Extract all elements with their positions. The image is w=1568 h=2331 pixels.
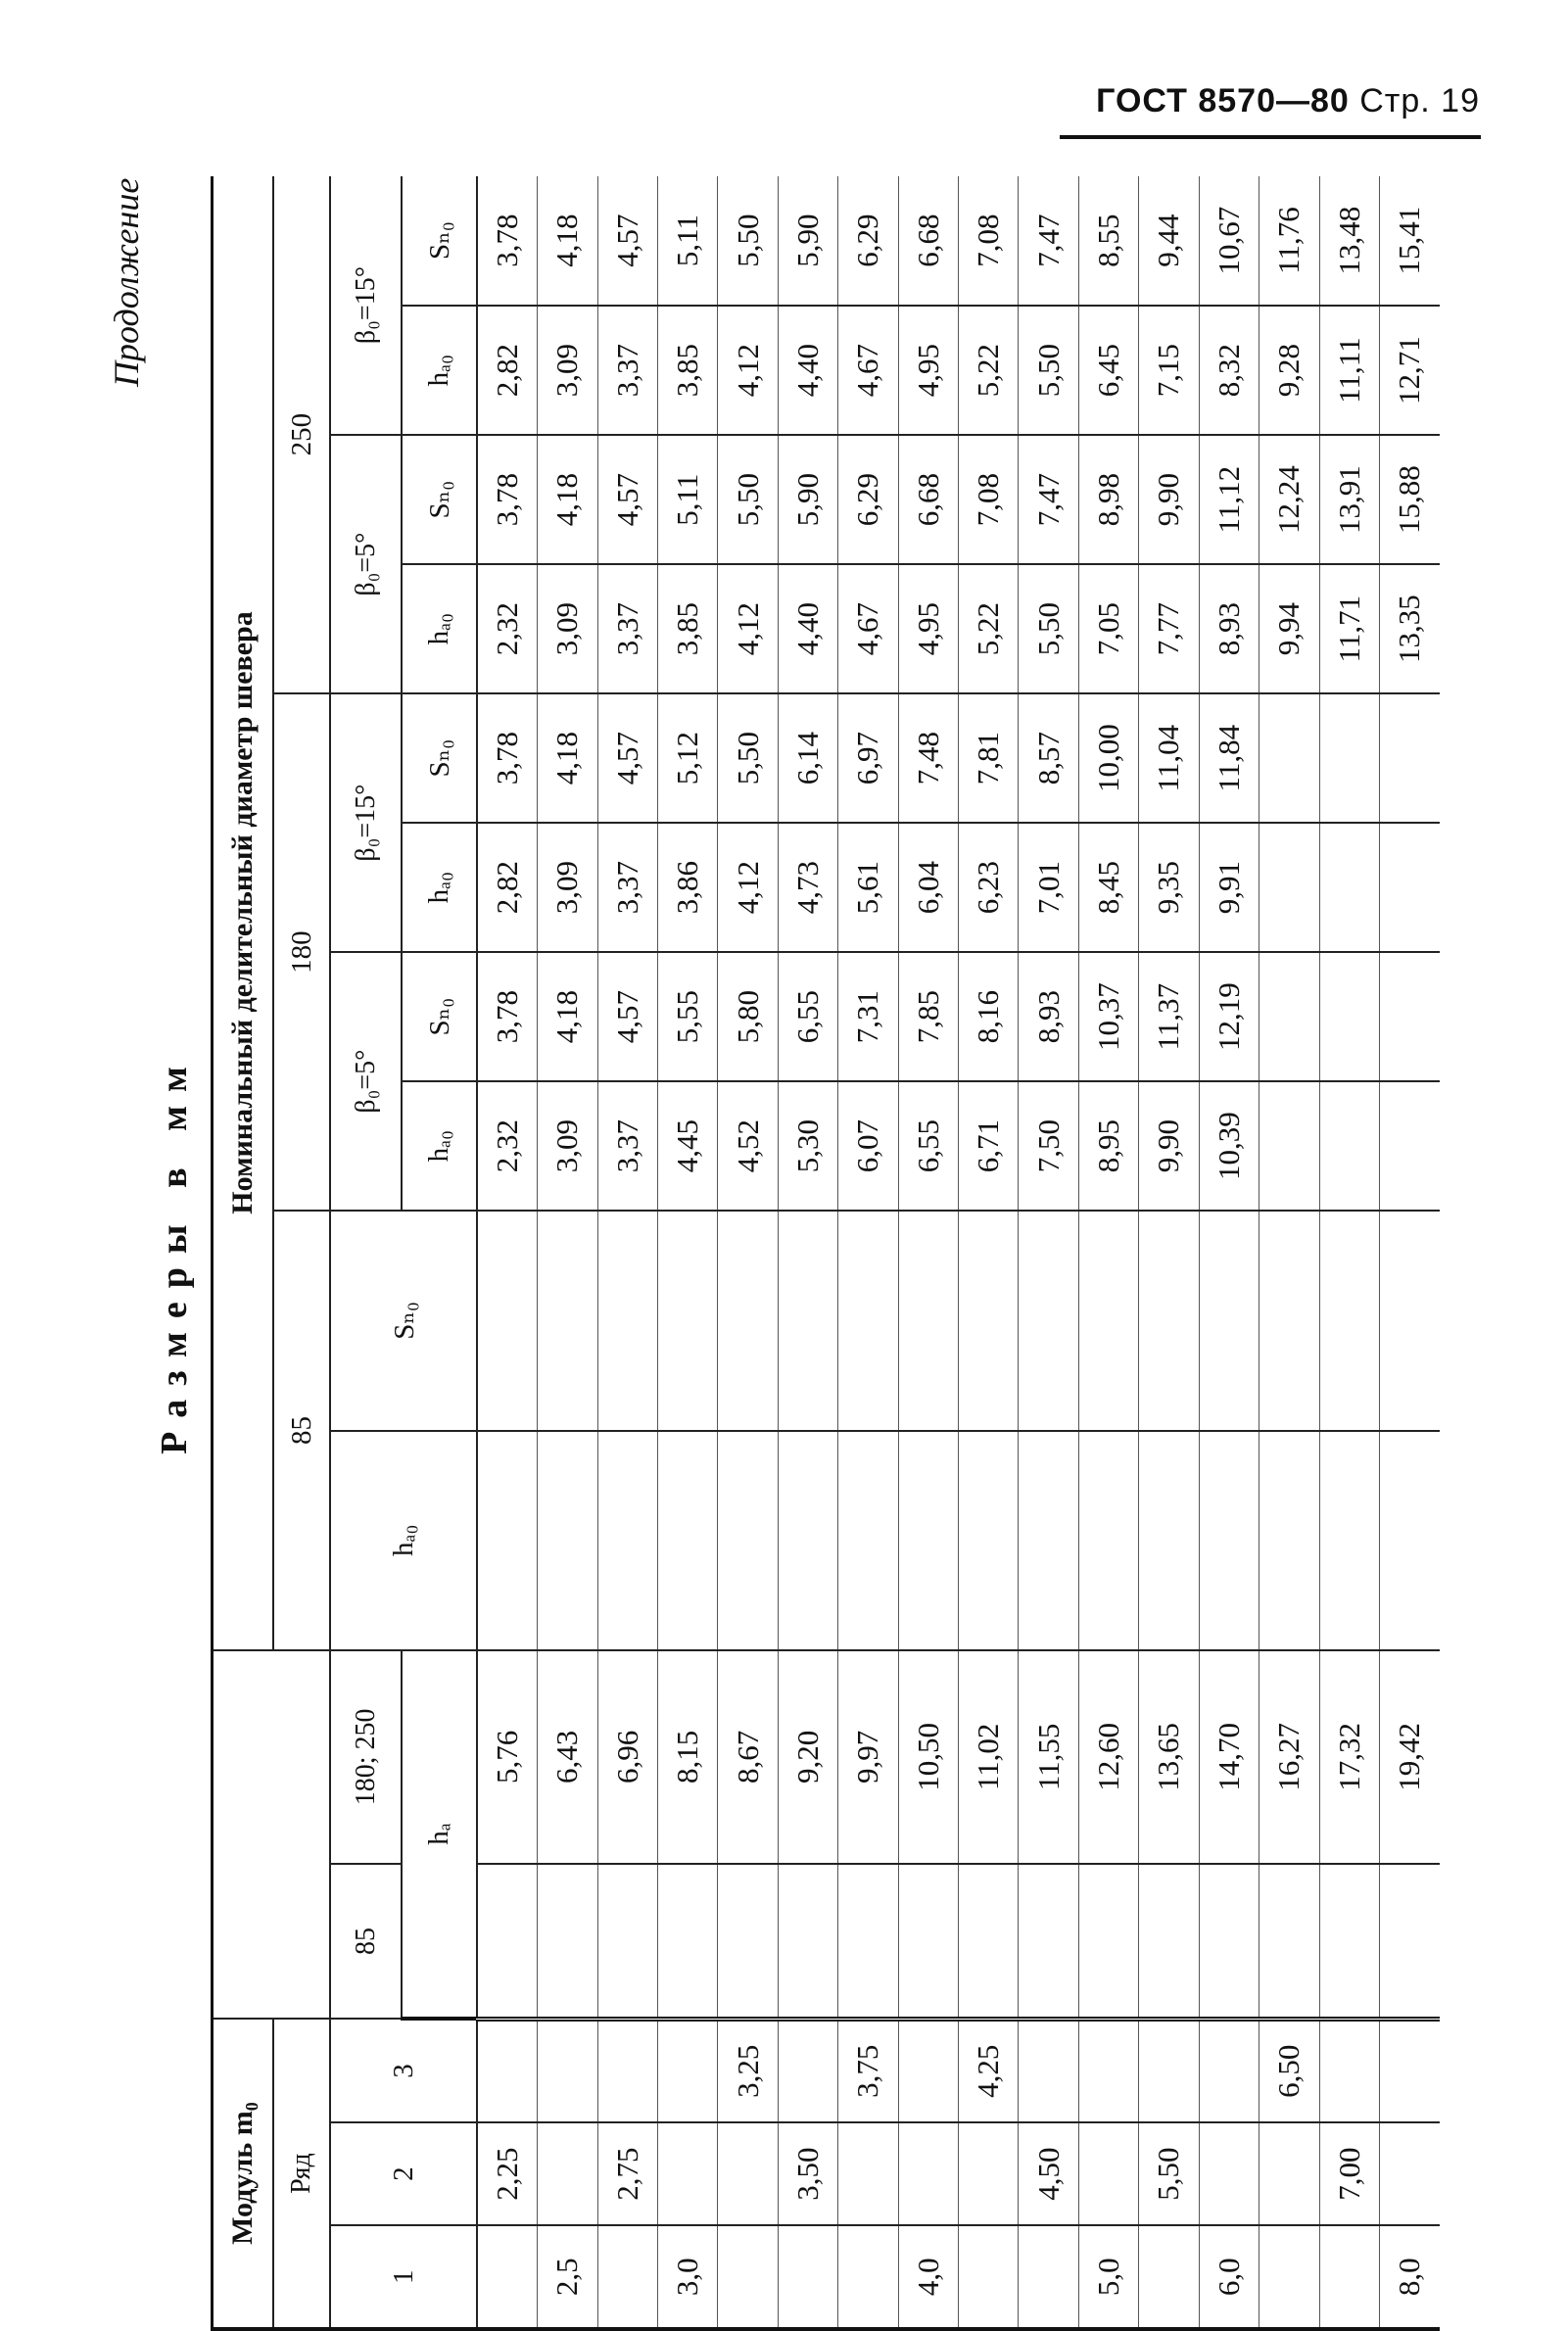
table-cell: 5,90 xyxy=(778,176,837,306)
table-cell xyxy=(1319,1431,1379,1650)
table-cell: 7,77 xyxy=(1139,564,1199,693)
table-cell xyxy=(838,1211,898,1430)
table-cell: 4,67 xyxy=(838,564,898,693)
ha-diam-85-header: 85 xyxy=(330,1864,401,2019)
table-cell: 4,12 xyxy=(718,564,778,693)
table-row xyxy=(1139,176,1199,2329)
table-cell: 17,32 xyxy=(1319,1650,1379,1864)
table-cell: 11,71 xyxy=(1319,564,1379,693)
table-cell: 3,0 xyxy=(658,2225,718,2329)
table-cell: 2,32 xyxy=(477,564,537,693)
sn0-header: Sₙ₀ xyxy=(402,693,478,823)
table-cell xyxy=(1078,2019,1138,2122)
table-cell: 5,30 xyxy=(778,1081,837,1211)
table-cell: 3,37 xyxy=(597,306,657,435)
diameter-85-header: 85 xyxy=(273,1211,330,1650)
table-cell: 7,31 xyxy=(838,952,898,1081)
header-rule xyxy=(1060,135,1481,139)
table-cell xyxy=(1379,823,1440,952)
sn0-header: Sₙ₀ xyxy=(402,952,478,1081)
table-cell: 6,07 xyxy=(838,1081,898,1211)
table-cell: 7,08 xyxy=(959,435,1019,564)
table-cell: 10,39 xyxy=(1199,1081,1259,1211)
row-3-header: 3 xyxy=(330,2019,477,2122)
table-cell: 11,76 xyxy=(1259,176,1319,306)
table-cell: 11,37 xyxy=(1139,952,1199,1081)
table-cell: 4,95 xyxy=(898,564,958,693)
table-cell xyxy=(1199,2019,1259,2122)
table-cell xyxy=(838,2225,898,2329)
table-cell: 4,18 xyxy=(538,952,597,1081)
table-row xyxy=(778,176,837,2329)
table-row xyxy=(959,176,1019,2329)
table-body xyxy=(213,176,1441,2329)
table-cell: 4,57 xyxy=(597,693,657,823)
table-cell xyxy=(778,1864,837,2019)
table-cell: 6,45 xyxy=(1078,306,1138,435)
beta5-250-header: β₀=5° xyxy=(330,435,401,693)
table-cell: 11,55 xyxy=(1019,1650,1078,1864)
table-cell xyxy=(1259,2225,1319,2329)
table-cell xyxy=(597,1431,657,1650)
diameter-250-header: 250 xyxy=(273,176,330,693)
table-cell xyxy=(1078,2122,1138,2226)
table-cell: 5,50 xyxy=(718,176,778,306)
table-cell xyxy=(1379,1431,1440,1650)
table-cell: 13,35 xyxy=(1379,564,1440,693)
table-cell: 9,90 xyxy=(1139,1081,1199,1211)
table-cell xyxy=(1259,952,1319,1081)
table-cell: 10,00 xyxy=(1078,693,1138,823)
table-cell: 3,78 xyxy=(477,435,537,564)
table-row xyxy=(898,176,958,2329)
table-cell: 4,18 xyxy=(538,435,597,564)
table-cell xyxy=(1139,2019,1199,2122)
table-cell xyxy=(658,2019,718,2122)
table-cell xyxy=(538,1211,597,1430)
table-cell: 9,44 xyxy=(1139,176,1199,306)
table-cell: 6,97 xyxy=(838,693,898,823)
table-cell: 3,85 xyxy=(658,306,718,435)
table-cell: 11,02 xyxy=(959,1650,1019,1864)
table-cell xyxy=(959,2225,1019,2329)
row-header: Ряд xyxy=(273,2019,330,2329)
table-cell: 3,78 xyxy=(477,176,537,306)
table-cell: 9,28 xyxy=(1259,306,1319,435)
table-cell: 3,25 xyxy=(718,2019,778,2122)
table-cell: 3,86 xyxy=(658,823,718,952)
ha-diam-180-250-header: 180; 250 xyxy=(330,1650,401,1864)
table-cell xyxy=(898,1211,958,1430)
table-cell: 5,22 xyxy=(959,306,1019,435)
table-cell xyxy=(1139,2225,1199,2329)
table-cell xyxy=(718,1431,778,1650)
table-cell xyxy=(538,1864,597,2019)
table-cell xyxy=(1139,1864,1199,2019)
table-cell: 6,0 xyxy=(1199,2225,1259,2329)
table-cell xyxy=(1259,823,1319,952)
table-row xyxy=(658,176,718,2329)
table-cell: 8,32 xyxy=(1199,306,1259,435)
table-cell xyxy=(1078,1431,1138,1650)
table-row xyxy=(538,176,597,2329)
table-cell xyxy=(1019,1864,1078,2019)
table-cell: 3,50 xyxy=(778,2122,837,2226)
table-cell xyxy=(959,1864,1019,2019)
table-cell xyxy=(1379,693,1440,823)
ha0-header: hₐ₀ xyxy=(402,306,478,435)
table-row xyxy=(1379,176,1440,2329)
table-cell xyxy=(838,2122,898,2226)
continuation-label: Продолжение xyxy=(107,177,146,387)
table-caption: Размеры в мм xyxy=(154,1053,195,1454)
table-cell xyxy=(1139,1431,1199,1650)
table-row xyxy=(1319,176,1379,2329)
table-cell: 5,61 xyxy=(838,823,898,952)
table-cell xyxy=(597,2225,657,2329)
table-cell: 6,23 xyxy=(959,823,1019,952)
table-cell xyxy=(1019,1431,1078,1650)
table-cell xyxy=(1319,2019,1379,2122)
table-cell: 12,19 xyxy=(1199,952,1259,1081)
table-cell: 6,50 xyxy=(1259,2019,1319,2122)
table-cell xyxy=(1259,1864,1319,2019)
ha0-85-header: hₐ₀ xyxy=(330,1431,477,1650)
table-cell: 16,27 xyxy=(1259,1650,1319,1864)
table-cell: 3,37 xyxy=(597,564,657,693)
table-row xyxy=(1199,176,1259,2329)
standard-number: ГОСТ 8570—80 xyxy=(1096,82,1350,119)
table-cell: 3,09 xyxy=(538,1081,597,1211)
table-cell: 8,16 xyxy=(959,952,1019,1081)
table-cell: 19,42 xyxy=(1379,1650,1440,1864)
ha0-header: hₐ₀ xyxy=(402,564,478,693)
table-cell xyxy=(1379,1081,1440,1211)
table-cell: 6,68 xyxy=(898,176,958,306)
table-cell: 9,35 xyxy=(1139,823,1199,952)
table-cell: 2,25 xyxy=(477,2122,537,2226)
table-cell xyxy=(1319,1211,1379,1430)
table-cell xyxy=(538,2122,597,2226)
table-cell: 5,50 xyxy=(718,693,778,823)
sn0-85-header: Sₙ₀ xyxy=(330,1211,477,1430)
table-cell: 12,24 xyxy=(1259,435,1319,564)
table-cell: 9,94 xyxy=(1259,564,1319,693)
table-cell xyxy=(1259,693,1319,823)
table-cell: 5,90 xyxy=(778,435,837,564)
table-cell: 6,96 xyxy=(597,1650,657,1864)
table-cell: 3,78 xyxy=(477,952,537,1081)
table-cell xyxy=(477,1211,537,1430)
table-cell: 4,45 xyxy=(658,1081,718,1211)
table-cell: 4,40 xyxy=(778,306,837,435)
table-cell: 2,82 xyxy=(477,823,537,952)
table-cell xyxy=(658,1431,718,1650)
table-cell xyxy=(477,2019,537,2122)
table-cell: 9,91 xyxy=(1199,823,1259,952)
table-cell xyxy=(538,2019,597,2122)
table-cell xyxy=(898,1864,958,2019)
row-1-header: 1 xyxy=(330,2225,477,2329)
beta5-180-header: β₀=5° xyxy=(330,952,401,1211)
table-cell: 11,04 xyxy=(1139,693,1199,823)
table-cell: 3,09 xyxy=(538,823,597,952)
table-cell: 8,15 xyxy=(658,1650,718,1864)
table-row xyxy=(477,176,537,2329)
table-cell: 6,29 xyxy=(838,435,898,564)
table-cell xyxy=(959,1211,1019,1430)
table-cell: 6,55 xyxy=(778,952,837,1081)
table-cell xyxy=(1259,1081,1319,1211)
table-cell xyxy=(959,1431,1019,1650)
table-cell: 7,85 xyxy=(898,952,958,1081)
table-cell: 7,05 xyxy=(1078,564,1138,693)
table-cell xyxy=(1379,2019,1440,2122)
table-cell: 5,50 xyxy=(1139,2122,1199,2226)
table-cell: 6,43 xyxy=(538,1650,597,1864)
table-cell: 5,80 xyxy=(718,952,778,1081)
table-cell: 9,20 xyxy=(778,1650,837,1864)
table-cell: 2,75 xyxy=(597,2122,657,2226)
table-cell: 8,45 xyxy=(1078,823,1138,952)
table-cell xyxy=(1259,2122,1319,2226)
table-cell: 5,76 xyxy=(477,1650,537,1864)
table-cell: 7,48 xyxy=(898,693,958,823)
table-cell: 3,37 xyxy=(597,823,657,952)
table-cell: 6,71 xyxy=(959,1081,1019,1211)
table-cell: 9,97 xyxy=(838,1650,898,1864)
page-header xyxy=(1096,82,1480,120)
beta15-250-header: β₀=15° xyxy=(330,176,401,435)
table-cell: 4,0 xyxy=(898,2225,958,2329)
table-cell xyxy=(778,2019,837,2122)
table-cell: 12,60 xyxy=(1078,1650,1138,1864)
table-cell: 2,32 xyxy=(477,1081,537,1211)
table-cell: 14,70 xyxy=(1199,1650,1259,1864)
table-cell: 4,25 xyxy=(959,2019,1019,2122)
table-cell: 7,47 xyxy=(1019,176,1078,306)
table-cell xyxy=(597,2019,657,2122)
table-cell: 3,09 xyxy=(538,564,597,693)
table-cell: 8,98 xyxy=(1078,435,1138,564)
table-cell xyxy=(1019,1211,1078,1430)
table-cell xyxy=(838,1431,898,1650)
table-cell xyxy=(898,2019,958,2122)
table-cell xyxy=(1078,1864,1138,2019)
table-cell xyxy=(658,1864,718,2019)
page-number: Стр. 19 xyxy=(1359,82,1480,119)
table-cell xyxy=(538,1431,597,1650)
table-cell xyxy=(1019,2225,1078,2329)
table-cell: 4,57 xyxy=(597,435,657,564)
nominal-diameter-header: Номинальный делительный диаметр шевера xyxy=(213,176,273,1650)
table-cell: 2,82 xyxy=(477,306,537,435)
table-cell xyxy=(718,1864,778,2019)
table-cell: 10,67 xyxy=(1199,176,1259,306)
table-cell xyxy=(1319,1081,1379,1211)
table-cell: 8,0 xyxy=(1379,2225,1440,2329)
table-cell xyxy=(1259,1431,1319,1650)
table-cell: 13,65 xyxy=(1139,1650,1199,1864)
table-cell: 13,91 xyxy=(1319,435,1379,564)
table-cell: 4,52 xyxy=(718,1081,778,1211)
table-cell: 4,12 xyxy=(718,306,778,435)
table-row xyxy=(718,176,778,2329)
table-cell: 11,11 xyxy=(1319,306,1379,435)
table-cell xyxy=(959,2122,1019,2226)
table-cell: 5,50 xyxy=(1019,564,1078,693)
table-cell: 4,18 xyxy=(538,176,597,306)
table-cell: 6,55 xyxy=(898,1081,958,1211)
table-cell: 8,95 xyxy=(1078,1081,1138,1211)
table-cell xyxy=(597,1211,657,1430)
table-cell: 12,71 xyxy=(1379,306,1440,435)
table-cell: 5,12 xyxy=(658,693,718,823)
table-cell: 8,55 xyxy=(1078,176,1138,306)
table-cell: 5,50 xyxy=(1019,306,1078,435)
table-cell: 5,50 xyxy=(718,435,778,564)
table-cell: 4,67 xyxy=(838,306,898,435)
table-cell: 8,67 xyxy=(718,1650,778,1864)
table-cell: 4,12 xyxy=(718,823,778,952)
header-row-1 xyxy=(213,176,273,2329)
ha-group-header xyxy=(213,1650,331,2019)
table-cell: 7,47 xyxy=(1019,435,1078,564)
table-cell: 8,93 xyxy=(1019,952,1078,1081)
table-cell xyxy=(718,2122,778,2226)
table-cell: 9,90 xyxy=(1139,435,1199,564)
table-cell: 3,37 xyxy=(597,1081,657,1211)
table-cell xyxy=(1379,2122,1440,2226)
table-cell: 4,57 xyxy=(597,176,657,306)
table-cell xyxy=(1139,1211,1199,1430)
table-cell: 4,50 xyxy=(1019,2122,1078,2226)
module-header: Модуль m₀ xyxy=(213,2019,273,2329)
table-cell: 4,40 xyxy=(778,564,837,693)
table-cell: 15,88 xyxy=(1379,435,1440,564)
table-cell: 4,18 xyxy=(538,693,597,823)
table-cell: 11,84 xyxy=(1199,693,1259,823)
table-cell xyxy=(718,2225,778,2329)
table-cell xyxy=(1379,1211,1440,1430)
table-cell: 15,41 xyxy=(1379,176,1440,306)
table-cell xyxy=(1379,1864,1440,2019)
ha0-header: hₐ₀ xyxy=(402,823,478,952)
table-cell xyxy=(1379,952,1440,1081)
table-cell: 5,11 xyxy=(658,435,718,564)
table-cell xyxy=(1199,1431,1259,1650)
table-cell: 2,5 xyxy=(538,2225,597,2329)
table-cell xyxy=(1319,952,1379,1081)
ha-header: hₐ xyxy=(402,1650,478,2019)
sn0-header: Sₙ₀ xyxy=(402,435,478,564)
table-cell xyxy=(778,1211,837,1430)
table-row xyxy=(1259,176,1319,2329)
table-cell: 6,04 xyxy=(898,823,958,952)
table-cell xyxy=(1259,1211,1319,1430)
table-cell: 4,73 xyxy=(778,823,837,952)
table-cell: 3,09 xyxy=(538,306,597,435)
table-cell xyxy=(1199,1211,1259,1430)
table-cell xyxy=(838,1864,898,2019)
table-row xyxy=(597,176,657,2329)
table-cell xyxy=(778,2225,837,2329)
diameter-180-header: 180 xyxy=(273,693,330,1211)
table-cell xyxy=(1319,2225,1379,2329)
table-cell: 3,85 xyxy=(658,564,718,693)
table-cell xyxy=(1078,1211,1138,1430)
table-cell xyxy=(898,2122,958,2226)
header-row-3 xyxy=(330,176,401,2329)
table-cell: 7,01 xyxy=(1019,823,1078,952)
table-cell xyxy=(1319,1864,1379,2019)
table-cell: 5,22 xyxy=(959,564,1019,693)
table-cell: 7,81 xyxy=(959,693,1019,823)
table-cell xyxy=(658,1211,718,1430)
table-cell xyxy=(1319,693,1379,823)
row-2-header: 2 xyxy=(330,2122,477,2226)
table-cell: 10,50 xyxy=(898,1650,958,1864)
dimensions-table xyxy=(211,176,1440,2331)
rotated-table-area xyxy=(98,176,1440,2331)
table-cell xyxy=(1199,1864,1259,2019)
table-cell xyxy=(1319,823,1379,952)
table-cell: 7,08 xyxy=(959,176,1019,306)
table-cell xyxy=(477,1864,537,2019)
table-cell xyxy=(1019,2019,1078,2122)
table-cell: 6,14 xyxy=(778,693,837,823)
table-cell xyxy=(477,2225,537,2329)
table-cell xyxy=(898,1431,958,1650)
table-cell: 10,37 xyxy=(1078,952,1138,1081)
table-cell: 7,50 xyxy=(1019,1081,1078,1211)
table-cell: 5,0 xyxy=(1078,2225,1138,2329)
table-cell: 3,78 xyxy=(477,693,537,823)
table-cell xyxy=(778,1431,837,1650)
table-cell: 6,29 xyxy=(838,176,898,306)
table-cell: 6,68 xyxy=(898,435,958,564)
table-cell: 13,48 xyxy=(1319,176,1379,306)
table-cell xyxy=(718,1211,778,1430)
table-cell xyxy=(597,1864,657,2019)
beta15-180-header: β₀=15° xyxy=(330,693,401,952)
table-cell: 8,57 xyxy=(1019,693,1078,823)
table-cell: 5,55 xyxy=(658,952,718,1081)
table-cell: 4,57 xyxy=(597,952,657,1081)
table-cell: 7,15 xyxy=(1139,306,1199,435)
table-row xyxy=(1078,176,1138,2329)
table-cell: 3,75 xyxy=(838,2019,898,2122)
table-cell: 7,00 xyxy=(1319,2122,1379,2226)
table-row xyxy=(838,176,898,2329)
table-cell xyxy=(1199,2122,1259,2226)
table-cell: 8,93 xyxy=(1199,564,1259,693)
table-cell: 11,12 xyxy=(1199,435,1259,564)
table-cell: 5,11 xyxy=(658,176,718,306)
table-cell xyxy=(658,2122,718,2226)
table-row xyxy=(1019,176,1078,2329)
table-cell: 4,95 xyxy=(898,306,958,435)
ha0-header: hₐ₀ xyxy=(402,1081,478,1211)
table-cell xyxy=(477,1431,537,1650)
sn0-header: Sₙ₀ xyxy=(402,176,478,306)
